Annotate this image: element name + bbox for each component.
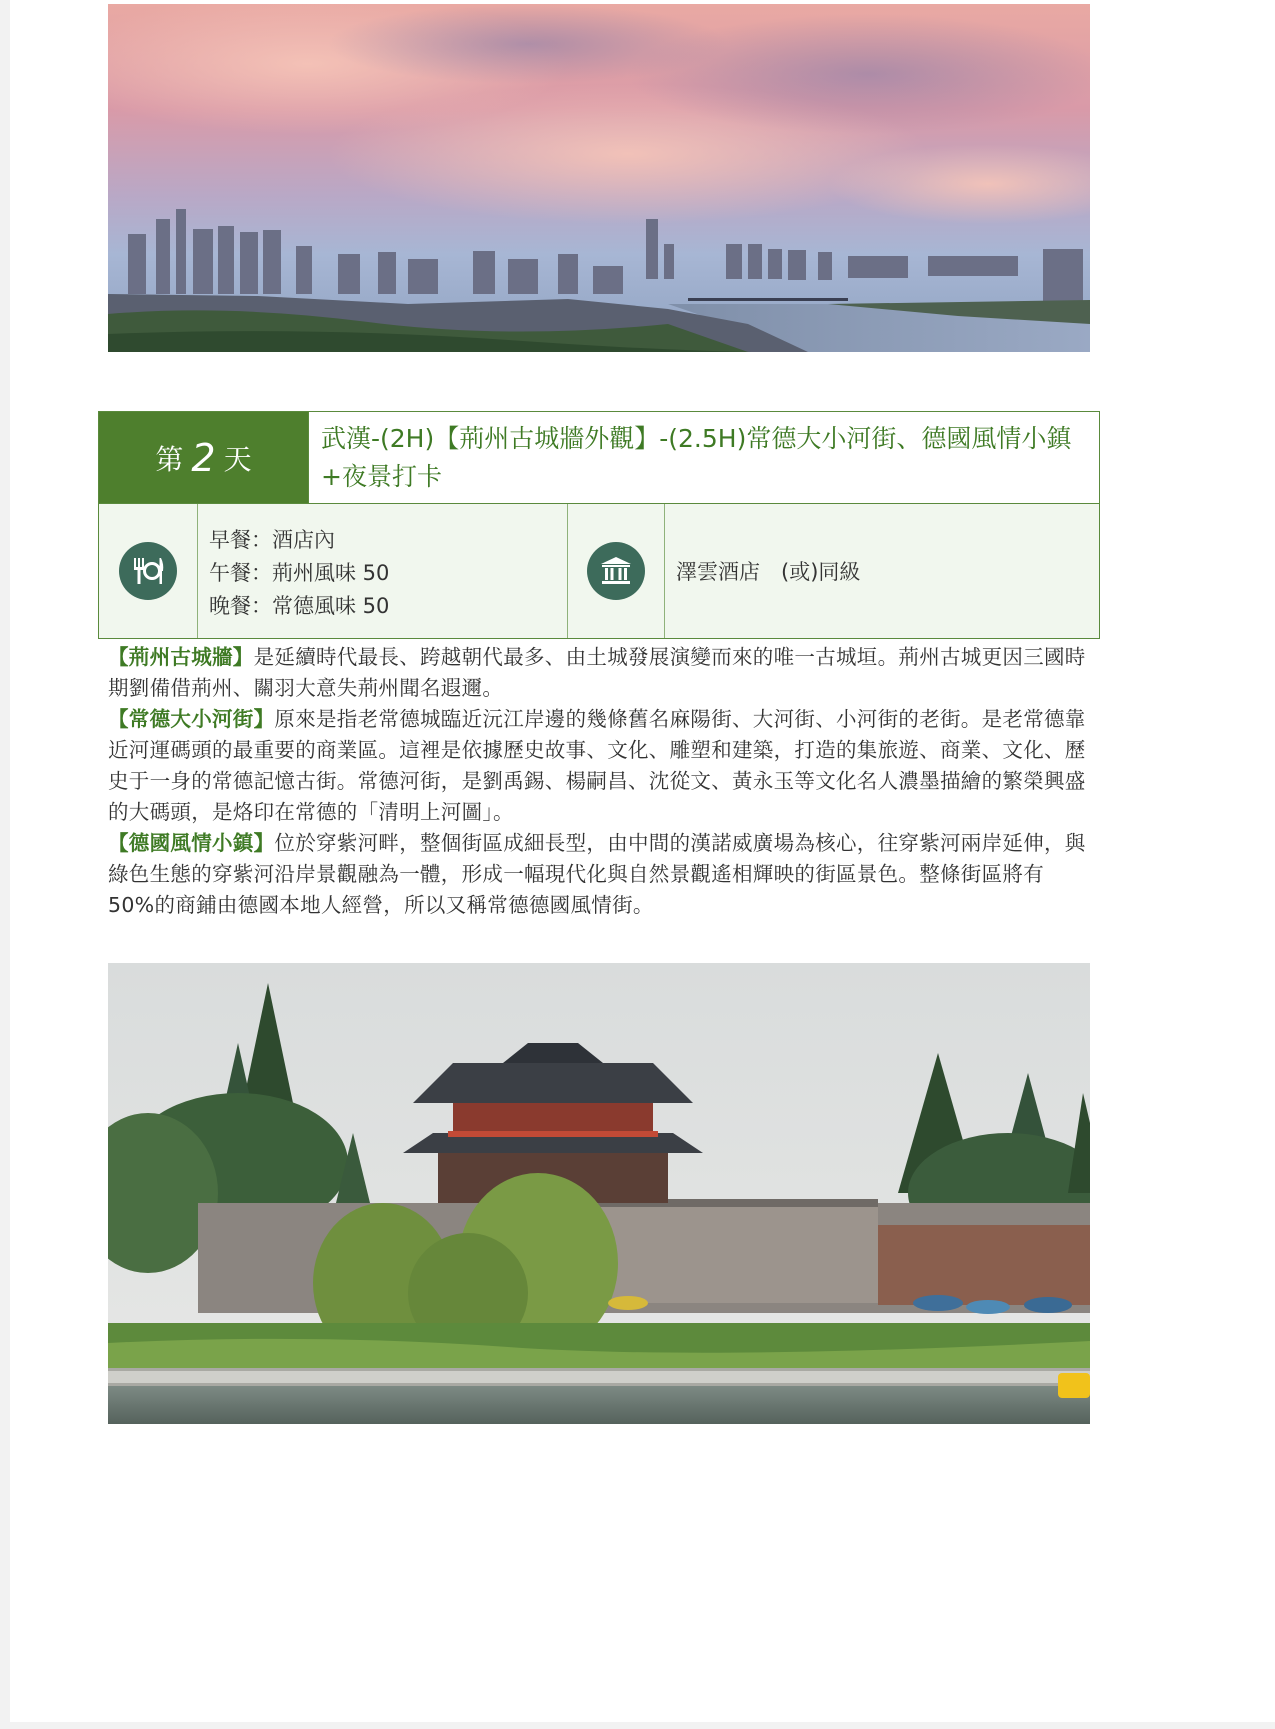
- city-skyline-photo: [108, 4, 1090, 352]
- section-heading: 【荊州古城牆】: [108, 645, 254, 669]
- hotel-name: 澤雲酒店 (或)同級: [676, 560, 861, 584]
- itinerary-page: [10, 0, 1275, 1722]
- section-text: 原來是指老常德城臨近沅江岸邊的幾條舊名麻陽街、大河街、小河街的老街。是老常德靠近河運碼頭的最重要的商業區。這裡是依據歷史故事、文化、雕塑和建築，打造的集旅遊、商業、文化、歷史于一身的常德記憶古街。常德河街，是劉禹錫、楊嗣昌、沈從文、黃永玉等文化名人濃墨描繪的繁榮興盛的大碼頭，是烙印在常德的「清明上河圖」。: [108, 707, 1086, 824]
- section-german-town: [108, 828, 1093, 921]
- meals-list: [197, 504, 568, 638]
- day-itinerary-table: [98, 411, 1100, 639]
- day-number: 2: [191, 435, 216, 480]
- day-number-cell: [99, 412, 308, 503]
- section-heading: 【常德大小河街】: [108, 707, 275, 731]
- restaurant-icon: [119, 542, 177, 600]
- day-suffix: 天: [223, 442, 252, 476]
- lunch-item: 午餐：荊州風味 50: [209, 561, 390, 585]
- ancient-city-wall-photo: [108, 963, 1090, 1424]
- meals-hotel-row: [99, 503, 1099, 638]
- meal-icon-cell: [99, 504, 198, 638]
- section-jingzhou-wall: [108, 642, 1093, 704]
- dinner-item: 晚餐：常德風味 50: [209, 594, 390, 618]
- section-text: 位於穿紫河畔，整個街區成細長型，由中間的漢諾威廣場為核心，往穿紫河兩岸延伸，與綠色生態的穿紫河沿岸景觀融為一體，形成一幅現代化與自然景觀遙相輝映的街區景色。整條街區將有 50%的商鋪由德國本地人經營，所以又稱常德德國風情街。: [108, 831, 1086, 917]
- museum-building-icon: [587, 542, 645, 600]
- hotel-icon-cell: [568, 504, 665, 638]
- breakfast-item: 早餐：酒店內: [209, 528, 335, 552]
- day-route-title: 武漢-(2H)【荊州古城牆外觀】-(2.5H)常德大小河街、德國風情小鎮+夜景打卡: [308, 412, 1099, 503]
- day-prefix: 第: [155, 442, 184, 476]
- section-text: 是延續時代最長、跨越朝代最多、由土城發展演變而來的唯一古城垣。荊州古城更因三國時期劉備借荊州、關羽大意失荊州聞名遐邇。: [108, 645, 1086, 700]
- section-changde-river-street: [108, 704, 1093, 828]
- section-heading: 【德國風情小鎮】: [108, 831, 275, 855]
- attraction-descriptions: [108, 642, 1093, 921]
